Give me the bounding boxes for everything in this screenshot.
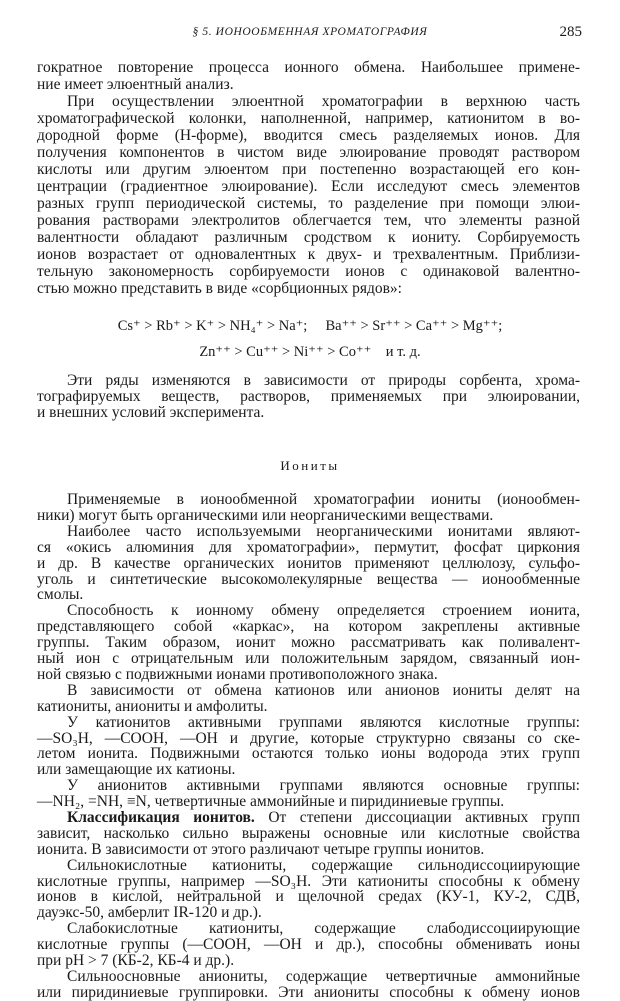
text-line-content: дауэкс-50, амберлит IR-120 и др.). bbox=[37, 904, 262, 921]
text-line-content: валентности обладают различным сродством к иониту. Сорбируемость bbox=[37, 229, 580, 246]
section-heading: Иониты bbox=[280, 458, 340, 473]
text-line-content: кислотные группы, например —SO₃H. Эти катиониты способны к обмену bbox=[37, 873, 580, 890]
text-line-content: Способность к ионному обмену определяется строением ионита, bbox=[67, 602, 580, 619]
text-line-content: катиониты, аниониты и амфолиты. bbox=[37, 698, 268, 715]
text-line-content: представляющего собой «каркас», на котором закреплены активные bbox=[37, 618, 580, 635]
text-line bbox=[37, 825, 580, 842]
text-line-content: или пиридиниевые группировки. Эти аниониты способны к обмену ионов bbox=[37, 984, 580, 1001]
text-line bbox=[67, 372, 580, 389]
text-line-content: центрации (градиентное элюирование). Если исследуют смесь элементов bbox=[37, 178, 580, 195]
text-line-content: летом ионита. Подвижными остаются только ионы водорода этих групп bbox=[37, 745, 580, 762]
text-line-content: —NH₂, =NH, ≡N, четвертичные аммонийные и пиридиниевые группы. bbox=[37, 793, 505, 810]
text-line bbox=[37, 952, 580, 969]
text-line-content: ной связью с подвижными ионами противоположного знака. bbox=[37, 666, 438, 683]
text-line-content: гократное повторение процесса ионного обмена. Наибольшее примене- bbox=[37, 59, 580, 76]
text-line-content: стью можно представить в виде «сорбционных рядов»: bbox=[37, 280, 402, 297]
text-line-content: ся «окись алюминия для хроматографии», пермутит, фосфат циркония bbox=[37, 539, 580, 556]
text-line-content: У анионитов активными группами являются основные группы: bbox=[67, 777, 580, 794]
text-line-content: ники) могут быть органическими или неорганическими веществами. bbox=[37, 507, 494, 524]
text-line bbox=[37, 404, 580, 421]
text-line bbox=[67, 523, 580, 540]
text-line-content: кислоты или другим элюентом при постепенно возрастающей его кон- bbox=[37, 161, 580, 178]
text-line bbox=[37, 127, 580, 144]
text-line bbox=[37, 144, 580, 161]
text-line bbox=[37, 745, 580, 762]
text-line bbox=[37, 161, 580, 178]
text-line-content: ионов возрастает от одновалентных к двух- и трехвалентным. Приблизи- bbox=[37, 246, 580, 263]
text-line bbox=[67, 968, 580, 985]
text-line bbox=[37, 618, 580, 635]
text-line-content: ный ион с отрицательным или положительным зарядом, связанный ион- bbox=[37, 650, 580, 667]
text-line-content: тографируемых веществ, растворов, применяемых при элюировании, bbox=[37, 388, 580, 405]
text-line-content: уголь и синтетические высокомолекулярные вещества — ионообменные bbox=[37, 571, 580, 588]
text-line bbox=[67, 602, 580, 619]
text-line-content: Сильнокислотные катиониты, содержащие сильнодиссоциирующие bbox=[67, 857, 580, 874]
text-line bbox=[67, 491, 580, 508]
text-line-content: и др. В качестве органических ионитов применяют целлюлозу, сульфо- bbox=[37, 555, 580, 572]
text-line bbox=[37, 110, 580, 127]
running-header-title: § 5. ИОНООБМЕННАЯ ХРОМАТОГРАФИЯ bbox=[192, 26, 428, 38]
text-line bbox=[37, 698, 580, 715]
text-line-content: Применяемые в ионообменной хроматографии иониты (ионообмен- bbox=[67, 491, 580, 508]
text-line bbox=[37, 178, 580, 195]
text-line bbox=[67, 920, 580, 937]
page-number: 285 bbox=[559, 24, 582, 40]
text-line bbox=[37, 904, 580, 921]
text-line-content: ионов в кислой, нейтральной и щелочной средах (КУ-1, КУ-2, СДВ, bbox=[37, 888, 580, 905]
text-line bbox=[37, 280, 580, 297]
text-line bbox=[37, 936, 580, 953]
text-line-content: —SO₃H, —COOH, —OH и другие, которые структурно связаны со ске- bbox=[37, 730, 580, 747]
text-line bbox=[37, 888, 580, 905]
text-line bbox=[37, 841, 580, 858]
text-line-content: кислотные группы (—COOH, —OH и др.), способны обменивать ионы bbox=[37, 936, 580, 953]
text-line bbox=[37, 539, 580, 556]
text-line-content: рования растворами электролитов облегчается тем, что элементы разной bbox=[37, 212, 580, 229]
text-line-content: тельную закономерность сорбируемости ионов с одинаковой валентно- bbox=[37, 263, 580, 280]
text-line-content: Сильноосновные аниониты, содержащие четвертичные аммонийные bbox=[67, 968, 580, 985]
text-line bbox=[67, 777, 580, 794]
text-line bbox=[37, 195, 580, 212]
bold-run-in-heading: Классификация ионитов. bbox=[67, 809, 255, 826]
text-line-content: зависит, насколько сильно выражены основные или кислотные свойства bbox=[37, 825, 580, 842]
text-line bbox=[37, 229, 580, 246]
text-line bbox=[37, 263, 580, 280]
text-line bbox=[37, 793, 580, 810]
text-line-content: получения компонентов в чистом виде элюирование проводят раствором bbox=[37, 144, 580, 161]
text-line bbox=[37, 76, 580, 93]
text-line-content: У катионитов активными группами являются кислотные группы: bbox=[67, 714, 580, 731]
text-line bbox=[37, 761, 580, 778]
text-line-content: При осуществлении элюентной хроматографии в верхнюю часть bbox=[67, 93, 580, 110]
text-line-content: хроматографической колонки, наполненной, например, катионитом в во- bbox=[37, 110, 580, 127]
text-line-content: Слабокислотные катиониты, содержащие слабодиссоциирующие bbox=[67, 920, 580, 937]
text-line bbox=[37, 388, 580, 405]
text-line-content: Наиболее часто используемыми неорганическими ионитами являют- bbox=[67, 523, 580, 540]
text-line bbox=[37, 984, 580, 1001]
text-line-content: и внешних условий эксперимента. bbox=[37, 404, 265, 421]
text-line bbox=[37, 507, 580, 524]
text-line-content: Эти ряды изменяются в зависимости от природы сорбента, хрома- bbox=[67, 372, 580, 389]
text-line-content: ионита. В зависимости от этого различают четыре группы ионитов. bbox=[37, 841, 485, 858]
text-line bbox=[67, 809, 580, 826]
text-line-content: дородной форме (Н-форме), вводится смесь разделяемых ионов. Для bbox=[37, 127, 580, 144]
text-line bbox=[67, 857, 580, 874]
text-line bbox=[37, 246, 580, 263]
text-line bbox=[67, 714, 580, 731]
text-line bbox=[37, 212, 580, 229]
text-line-content: или замещающие их катионы. bbox=[37, 761, 236, 778]
text-line-content: разных групп периодической системы, то разделение при помощи элюи- bbox=[37, 195, 580, 212]
text-line bbox=[37, 666, 580, 683]
text-line bbox=[67, 93, 580, 110]
sorption-series-formula-1: Cs⁺ > Rb⁺ > K⁺ > NH₄⁺ > Na⁺; Ba⁺⁺ > Sr⁺⁺ > Ca⁺⁺ > Mg⁺⁺; bbox=[117, 318, 503, 334]
sorption-series-formula-2: Zn⁺⁺ > Cu⁺⁺ > Ni⁺⁺ > Co⁺⁺ и т. д. bbox=[199, 344, 421, 360]
text-line-content: при pH > 7 (КБ-2, КБ-4 и др.). bbox=[37, 952, 235, 969]
text-line bbox=[37, 555, 580, 572]
text-line-content: группы. Таким образом, ионит можно рассматривать как поливалент- bbox=[37, 634, 580, 651]
text-line-content: От степени диссоциации активных групп bbox=[254, 809, 580, 826]
text-line bbox=[37, 586, 580, 603]
text-line bbox=[67, 682, 580, 699]
text-line bbox=[37, 59, 580, 76]
text-line-content: смолы. bbox=[37, 586, 84, 603]
text-line-content: В зависимости от обмена катионов или анионов иониты делят на bbox=[67, 682, 580, 699]
text-line bbox=[37, 650, 580, 667]
text-line-content: ние имеет элюентный анализ. bbox=[37, 76, 234, 93]
running-header bbox=[0, 24, 620, 42]
text-line bbox=[37, 634, 580, 651]
